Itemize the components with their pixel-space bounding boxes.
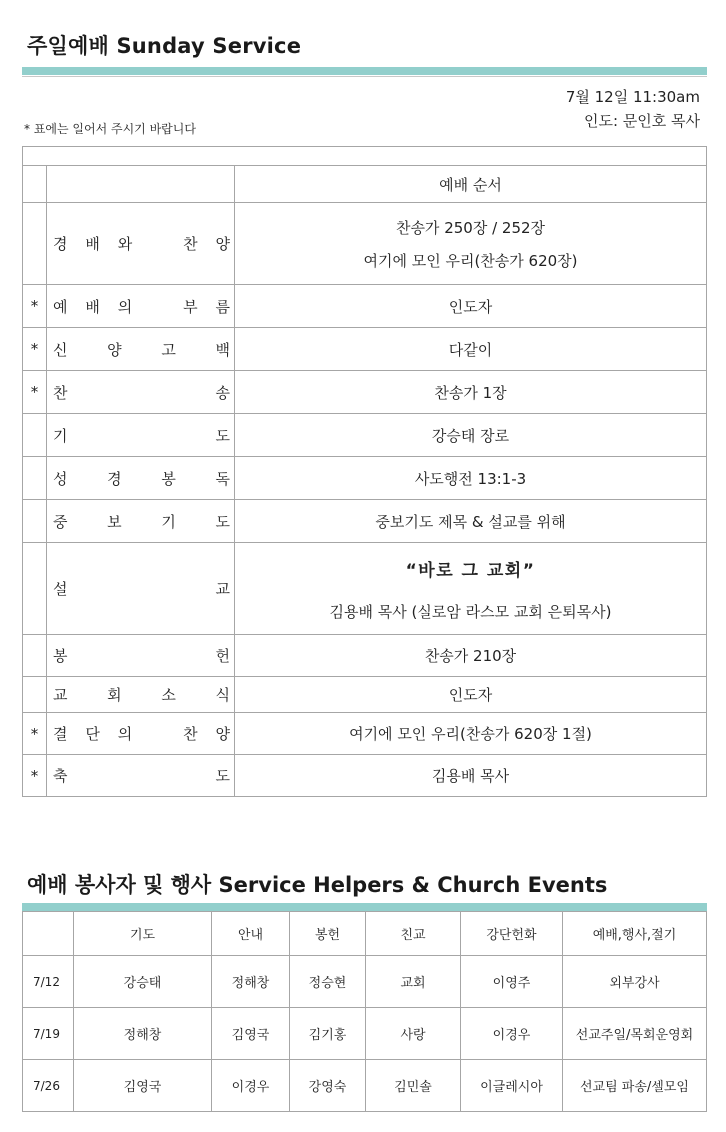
order-item-label-char: 단 (85, 725, 100, 743)
sermon-preacher: 김용배 목사 (실로암 라스모 교회 은퇴목사) (329, 602, 612, 621)
standing-marker: * (23, 755, 47, 797)
helpers-date: 7/19 (23, 1008, 74, 1060)
order-value-line-2: 여기에 모인 우리(찬송가 620장) (363, 251, 578, 270)
order-value-line: 찬송가 250장 / 252장 (395, 218, 546, 237)
order-item-label-char: 양 (215, 725, 230, 743)
helpers-row (23, 956, 707, 1008)
order-item-label-char: 신 (53, 340, 68, 359)
helpers-column-header: 기도 (74, 912, 212, 956)
order-item-value (235, 414, 707, 457)
standing-marker (23, 414, 47, 457)
helpers-cell: 외부강사 (563, 956, 707, 1008)
order-item-label-char: 양 (107, 340, 122, 359)
helpers-header-row (23, 912, 707, 956)
order-item-label (47, 457, 235, 500)
helpers-date: 7/12 (23, 956, 74, 1008)
order-item-label-char: 결 (53, 725, 68, 743)
order-item-value (235, 328, 707, 371)
order-item-label-char: 설 (53, 580, 68, 598)
order-item-label-char: 기 (161, 512, 176, 531)
order-item-label-char: 도 (215, 426, 230, 445)
order-of-worship-table (22, 146, 707, 797)
service-leader: 인도: 문인호 목사 (583, 112, 700, 130)
order-item-label (47, 414, 235, 457)
order-item-value (235, 677, 707, 713)
order-item-label (47, 543, 235, 635)
helpers-cell: 강승태 (74, 956, 212, 1008)
order-item-value (235, 755, 707, 797)
order-item-label-char: 교 (53, 686, 68, 704)
order-row (23, 457, 707, 500)
order-row (23, 755, 707, 797)
standing-marker: * (23, 371, 47, 414)
order-item-value (235, 500, 707, 543)
order-item-label-char: 중 (53, 512, 68, 531)
order-item-label (47, 500, 235, 543)
order-item-label-char: 찬 (183, 725, 198, 743)
order-item-label-char: 고 (161, 340, 176, 359)
order-item-label-char: 배 (85, 235, 100, 253)
order-item-value (235, 543, 707, 635)
service-date-time: 7월 12일 11:30am (565, 88, 700, 106)
order-item-label-char (150, 723, 165, 744)
order-item-label (47, 285, 235, 328)
standing-marker (23, 457, 47, 500)
order-item-label-char: 찬 (53, 383, 68, 402)
order-value-line: 여기에 모인 우리(찬송가 620장 1절) (349, 725, 592, 743)
order-item-value (235, 457, 707, 500)
standing-marker (23, 677, 47, 713)
order-value-line: 중보기도 제목 & 설교를 위해 (375, 512, 566, 531)
helpers-column-header: 친교 (366, 912, 461, 956)
order-value-line: 다같이 (448, 340, 493, 359)
order-item-label (47, 635, 235, 677)
order-item-label-char: 예 (53, 297, 68, 316)
helpers-cell: 이영주 (461, 956, 563, 1008)
order-row (23, 500, 707, 543)
order-blank-row (23, 147, 707, 166)
order-row (23, 713, 707, 755)
order-item-label-char: 도 (215, 512, 230, 531)
helpers-table (22, 911, 707, 1112)
standing-marker: * (23, 713, 47, 755)
standing-note: * 표에는 일어서 주시기 바랍니다 (24, 122, 196, 136)
order-item-label-char: 경 (107, 469, 122, 488)
order-item-label-char: 기 (53, 426, 68, 445)
standing-marker (23, 203, 47, 285)
order-value-line: 인도자 (448, 297, 493, 316)
order-item-label-char: 의 (117, 725, 133, 743)
order-value-line: 찬송가 1장 (434, 383, 507, 402)
helpers-cell: 정승현 (290, 956, 366, 1008)
order-header-row (23, 166, 707, 203)
order-item-label-char: 소 (161, 686, 176, 704)
helpers-column-header (23, 912, 74, 956)
order-item-value (235, 635, 707, 677)
order-item-value (235, 285, 707, 328)
helpers-column-header: 강단헌화 (461, 912, 563, 956)
order-item-label-char: 부 (183, 297, 198, 316)
order-row (23, 328, 707, 371)
order-item-value (235, 713, 707, 755)
title-divider (22, 76, 707, 77)
helpers-column-header: 안내 (212, 912, 290, 956)
order-item-label-char: 의 (117, 297, 133, 316)
order-item-label-char: 독 (215, 469, 230, 488)
order-item-value (235, 203, 707, 285)
standing-marker: * (23, 285, 47, 328)
helpers-cell: 이글레시아 (461, 1060, 563, 1112)
order-item-label-char: 봉 (161, 469, 176, 488)
order-item-label-char (150, 296, 165, 317)
helpers-cell: 교회 (366, 956, 461, 1008)
order-value-line: 찬송가 210장 (424, 647, 517, 665)
order-item-label-char: 도 (215, 767, 230, 785)
order-item-label-char: 헌 (215, 647, 230, 665)
helpers-accent-bar (22, 903, 707, 911)
order-item-label-char: 백 (215, 340, 230, 359)
helpers-cell: 이경우 (212, 1060, 290, 1112)
order-item-label (47, 677, 235, 713)
order-column-header: 예배 순서 (235, 166, 707, 203)
helpers-cell: 선교주일/목회운영회 (563, 1008, 707, 1060)
title-accent-bar (22, 67, 707, 75)
order-item-label-char: 봉 (53, 647, 68, 665)
order-item-label (47, 328, 235, 371)
helpers-cell: 선교팀 파송/셀모임 (563, 1060, 707, 1112)
helpers-row (23, 1008, 707, 1060)
order-item-label (47, 371, 235, 414)
order-row (23, 677, 707, 713)
helpers-cell: 정해창 (74, 1008, 212, 1060)
helpers-cell: 강영숙 (290, 1060, 366, 1112)
order-item-label-char: 성 (53, 469, 68, 488)
order-row (23, 371, 707, 414)
helpers-cell: 김기홍 (290, 1008, 366, 1060)
helpers-cell: 김영국 (212, 1008, 290, 1060)
order-item-label-char (150, 233, 165, 254)
order-item-label-char: 경 (53, 235, 68, 253)
helpers-cell: 김민솔 (366, 1060, 461, 1112)
order-item-label-char: 보 (107, 512, 122, 531)
order-item-label-char: 와 (117, 235, 133, 253)
helpers-column-header: 봉헌 (290, 912, 366, 956)
order-value-line: 김용배 목사 (431, 767, 510, 785)
sermon-title: “바로 그 교회” (405, 560, 536, 581)
helpers-cell: 김영국 (74, 1060, 212, 1112)
standing-marker (23, 635, 47, 677)
order-item-label-char: 축 (53, 767, 68, 785)
page-title: 주일예배 Sunday Service (27, 34, 302, 58)
order-item-label (47, 203, 235, 285)
order-value-line: 강승태 장로 (431, 426, 510, 445)
order-item-label-char: 름 (215, 297, 230, 316)
order-row (23, 414, 707, 457)
order-item-label-char: 배 (85, 297, 100, 316)
order-item-label (47, 755, 235, 797)
standing-marker: * (23, 328, 47, 371)
helpers-column-header: 예배,행사,절기 (563, 912, 707, 956)
order-item-label (47, 713, 235, 755)
order-row (23, 285, 707, 328)
order-item-label-char: 찬 (183, 235, 198, 253)
helpers-row (23, 1060, 707, 1112)
standing-marker (23, 543, 47, 635)
helpers-cell: 이경우 (461, 1008, 563, 1060)
order-value-line: 인도자 (448, 686, 493, 704)
order-row (23, 635, 707, 677)
standing-marker (23, 500, 47, 543)
order-item-label-char: 송 (215, 383, 230, 402)
order-item-label-char: 식 (215, 686, 230, 704)
helpers-cell: 정해창 (212, 956, 290, 1008)
order-item-label-char: 교 (215, 580, 230, 598)
helpers-cell: 사랑 (366, 1008, 461, 1060)
order-item-label-char: 양 (215, 235, 230, 253)
order-item-value (235, 371, 707, 414)
helpers-title: 예배 봉사자 및 행사 Service Helpers & Church Events (27, 873, 608, 897)
order-row (23, 543, 707, 635)
helpers-date: 7/26 (23, 1060, 74, 1112)
order-row (23, 203, 707, 285)
order-value-line: 사도행전 13:1-3 (414, 469, 527, 488)
order-item-label-char: 회 (107, 686, 122, 704)
